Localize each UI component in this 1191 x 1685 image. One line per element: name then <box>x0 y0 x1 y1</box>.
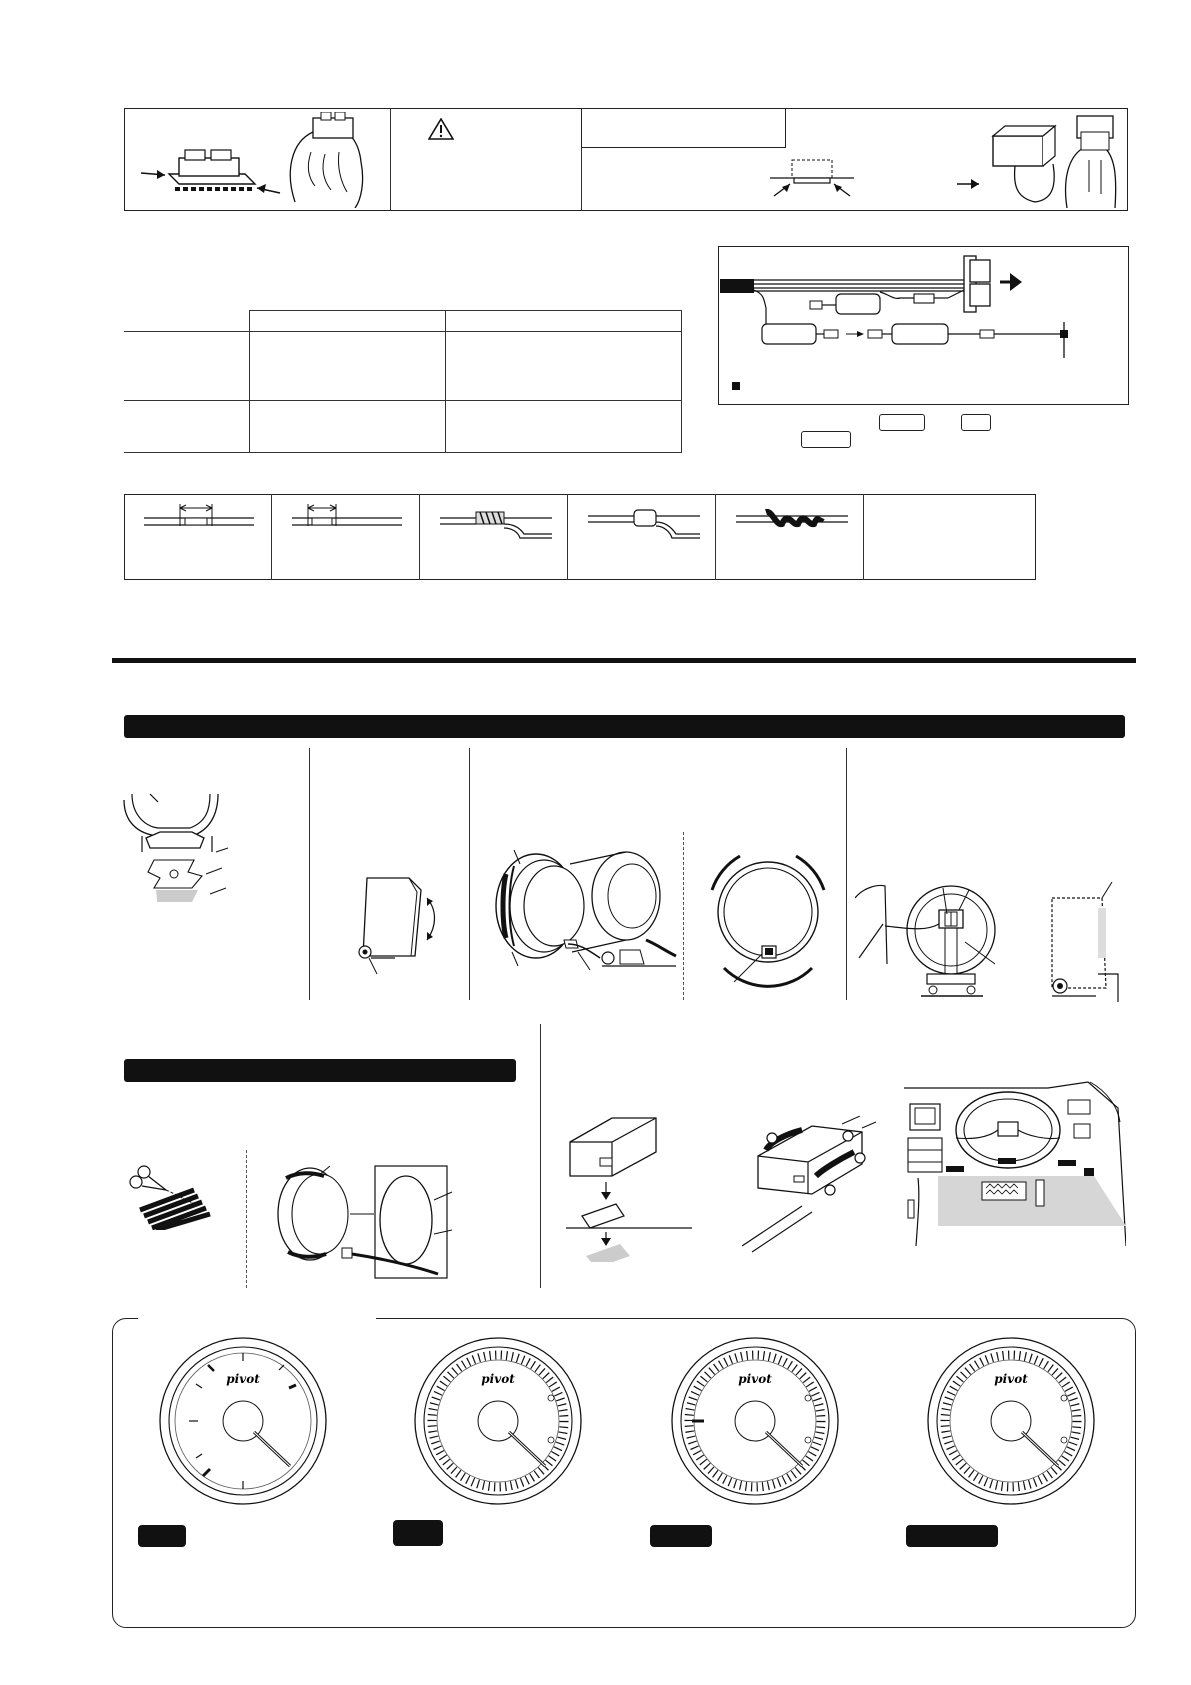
gauge-dial <box>413 1336 583 1506</box>
wire-twist-illustration <box>436 500 556 540</box>
gauge-brand-label: pivot <box>738 1372 772 1386</box>
vehicle-dashboard-illustration <box>898 1078 1126 1246</box>
mode-badge <box>138 1525 186 1547</box>
gauge-dial <box>926 1336 1096 1506</box>
mode-badge <box>393 1520 443 1546</box>
caption-box <box>581 108 786 148</box>
section-divider <box>112 658 1136 663</box>
panel-divider <box>390 108 391 211</box>
gauge-bracket-illustration <box>118 792 238 902</box>
pull-tab-illustration <box>955 112 1125 208</box>
wiring-harness-illustration <box>718 246 1129 405</box>
legend-box <box>879 414 925 431</box>
wire-strip-illustration <box>288 500 408 540</box>
gauge-dial <box>158 1336 328 1506</box>
release-tab-illustration <box>760 150 860 200</box>
gauge-rear-view-illustration <box>698 842 838 992</box>
section-header-bar <box>124 1059 516 1082</box>
dash-mount-illustration <box>855 868 1005 1000</box>
legend-box <box>801 431 851 448</box>
warning-icon <box>428 118 454 140</box>
scissors-icon <box>126 1160 236 1230</box>
mode-badge <box>906 1525 998 1547</box>
spec-table <box>124 310 681 453</box>
control-unit-tape-illustration <box>566 1112 696 1262</box>
wire-tape-illustration <box>732 500 852 540</box>
gauge-brand-label: pivot <box>226 1372 260 1386</box>
wire-strip-illustration <box>140 500 260 540</box>
gauge-dial <box>670 1336 840 1506</box>
wire-splice-illustration <box>584 500 704 540</box>
section-header-bar <box>124 715 1125 738</box>
control-unit-tie-illustration <box>742 1116 882 1256</box>
gauge-brand-label: pivot <box>481 1372 515 1386</box>
connector-release-illustration <box>135 112 385 208</box>
panel-title-gap <box>138 1312 376 1322</box>
wire-connection-methods <box>124 494 1036 580</box>
gauge-cup-install-illustration <box>258 1160 458 1280</box>
mode-badge <box>650 1525 712 1547</box>
gauge-ring-illustration <box>480 840 680 990</box>
legend-box <box>961 414 991 431</box>
gauge-brand-label: pivot <box>994 1372 1028 1386</box>
gauge-side-profile-illustration <box>1046 878 1126 1002</box>
gauge-angle-illustration <box>345 870 455 980</box>
